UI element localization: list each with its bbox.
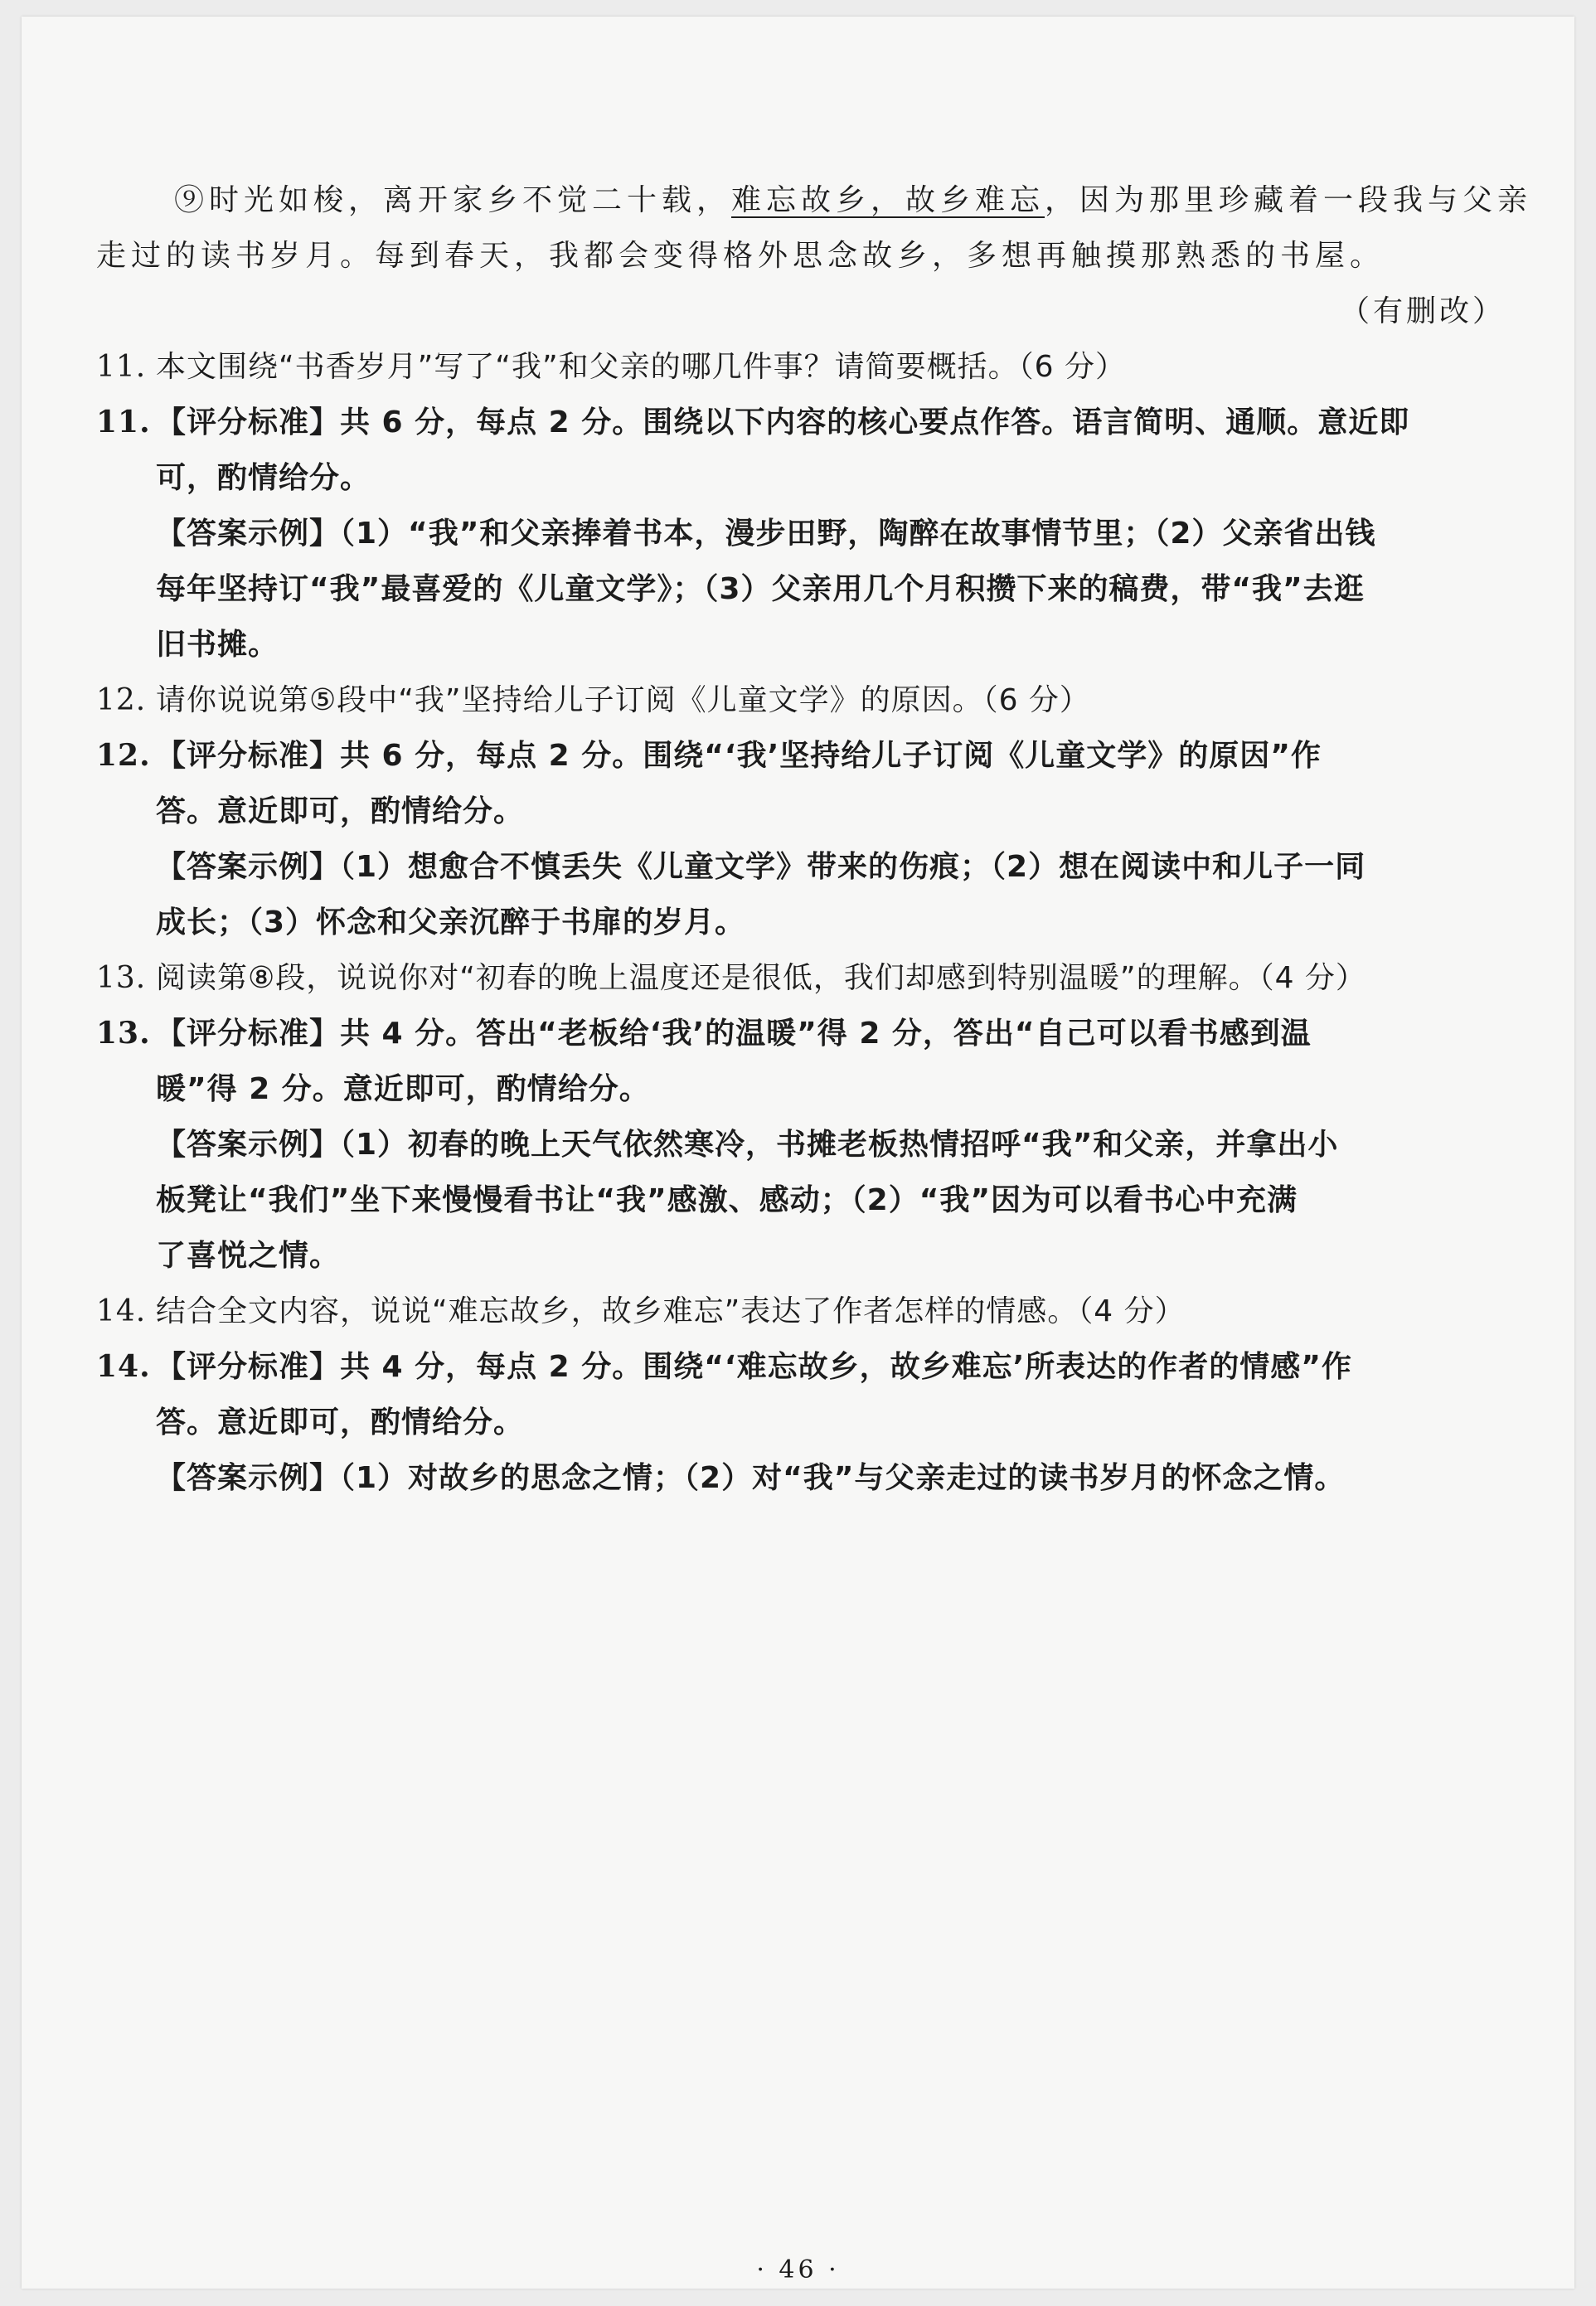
answer-text: 每年坚持订“我”最喜爱的《儿童文学》；（3）父亲用几个月积攒下来的稿费，带“我”去逛	[156, 572, 1365, 606]
item-number: 11.	[96, 350, 147, 384]
passage-credit: （有删改）	[1339, 294, 1506, 328]
answer-line	[96, 1172, 1506, 1228]
item-number: 12.	[96, 683, 147, 717]
question-line	[96, 1284, 1506, 1339]
answer-text: 【评分标准】共 6 分，每点 2 分。围绕“‘我’坚持给儿子订阅《儿童文学》的原因”作	[156, 739, 1322, 773]
item-number: 14.	[96, 1294, 147, 1328]
answer-text: 答。意近即可，酌情给分。	[156, 1405, 525, 1439]
item-number: 12.	[96, 738, 151, 773]
answer-text: 【答案示例】（1）对故乡的思念之情；（2）对“我”与父亲走过的读书岁月的怀念之情。	[156, 1461, 1346, 1495]
answer-line	[96, 1006, 1506, 1061]
answer-text: 【答案示例】（1）初春的晚上天气依然寒冷，书摊老板热情招呼“我”和父亲，并拿出小	[156, 1128, 1339, 1162]
answer-text: 成长；（3）怀念和父亲沉醉于书扉的岁月。	[156, 905, 746, 939]
answer-line	[96, 895, 1506, 950]
answer-line	[96, 1061, 1506, 1117]
question-line	[96, 672, 1506, 728]
answer-line	[96, 561, 1506, 617]
passage-paragraph-9	[96, 172, 1533, 284]
item-number: 14.	[96, 1349, 151, 1384]
item-number: 13.	[96, 961, 147, 995]
question-line	[96, 339, 1506, 395]
answer-line	[96, 784, 1506, 839]
answer-text: 可，酌情给分。	[156, 461, 371, 495]
answer-text: 旧书摊。	[156, 628, 279, 662]
document-page	[22, 17, 1574, 2289]
question-text: 结合全文内容，说说“难忘故乡，故乡难忘”表达了作者怎样的情感。（4 分）	[156, 1294, 1186, 1328]
answer-line	[96, 1395, 1506, 1450]
page-number: · 46 ·	[756, 2255, 840, 2284]
answer-line	[96, 395, 1506, 450]
answer-line	[96, 1450, 1506, 1506]
answer-text: 暖”得 2 分。意近即可，酌情给分。	[156, 1072, 650, 1106]
answer-line	[96, 728, 1506, 784]
passage-text: ，因为那里珍藏着一段我与父亲	[1045, 183, 1533, 217]
answer-line	[96, 506, 1506, 561]
answer-text: 了喜悦之情。	[156, 1239, 341, 1273]
question-text: 阅读第⑧段，说说你对“初春的晚上温度还是很低，我们却感到特别温暖”的理解。（4 分）	[156, 961, 1366, 995]
answer-line	[96, 450, 1506, 506]
underlined-phrase: 难忘故乡，故乡难忘	[731, 183, 1045, 217]
page-content	[96, 172, 1533, 1506]
answer-line	[96, 617, 1506, 672]
answer-text: 【答案示例】（1）“我”和父亲捧着书本，漫步田野，陶醉在故事情节里；（2）父亲省出钱	[156, 517, 1376, 551]
item-number: 13.	[96, 1016, 151, 1051]
answer-text: 【评分标准】共 4 分，每点 2 分。围绕“‘难忘故乡，故乡难忘’所表达的作者的情感”作	[156, 1350, 1352, 1384]
answer-text: 【评分标准】共 4 分。答出“老板给‘我’的温暖”得 2 分，答出“自己可以看书感到温	[156, 1017, 1312, 1051]
answer-line	[96, 1339, 1506, 1395]
answer-text: 【评分标准】共 6 分，每点 2 分。围绕以下内容的核心要点作答。语言简明、通顺。意近即	[156, 405, 1410, 439]
passage-text: ⑨时光如梭，离开家乡不觉二十载，	[174, 183, 732, 217]
answer-text: 板凳让“我们”坐下来慢慢看书让“我”感激、感动；（2）“我”因为可以看书心中充满	[156, 1183, 1298, 1217]
question-line	[96, 950, 1506, 1006]
answer-line	[96, 1117, 1506, 1172]
question-answer-list	[96, 339, 1506, 1506]
answer-line	[96, 839, 1506, 895]
answer-text: 【答案示例】（1）想愈合不慎丢失《儿童文学》带来的伤痕；（2）想在阅读中和儿子一同	[156, 850, 1366, 884]
answer-text: 答。意近即可，酌情给分。	[156, 794, 525, 828]
answer-line	[96, 1228, 1506, 1284]
item-number: 11.	[96, 405, 151, 439]
passage-text-line: 走过的读书岁月。每到春天，我都会变得格外思念故乡，多想再触摸那熟悉的书屋。	[96, 239, 1385, 273]
question-text: 本文围绕“书香岁月”写了“我”和父亲的哪几件事？请简要概括。（6 分）	[156, 350, 1126, 384]
question-text: 请你说说第⑤段中“我”坚持给儿子订阅《儿童文学》的原因。（6 分）	[156, 683, 1090, 717]
